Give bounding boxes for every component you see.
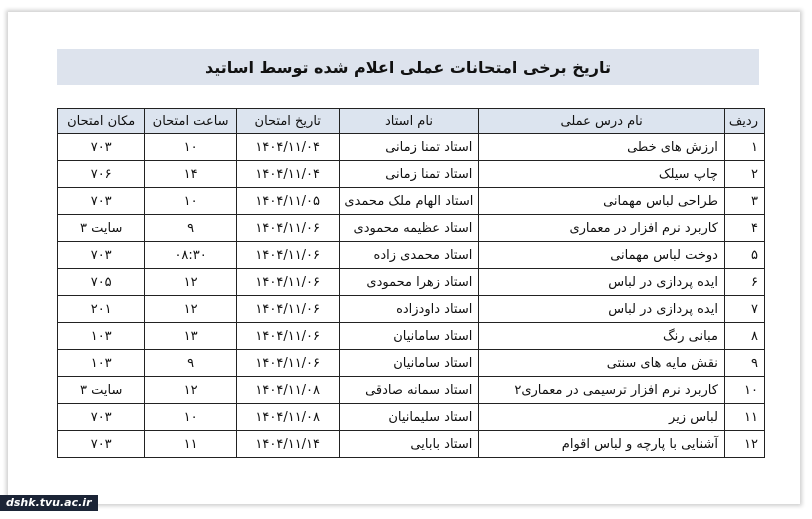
cell-teacher: استاد داودزاده (339, 296, 479, 323)
cell-date: ۱۴۰۴/۱۱/۰۸ (236, 404, 339, 431)
cell-time: ۱۲ (145, 269, 236, 296)
cell-row-number: ۴ (724, 215, 764, 242)
cell-date: ۱۴۰۴/۱۱/۰۶ (236, 296, 339, 323)
header-date: تاریخ امتحان (236, 109, 339, 134)
cell-teacher: استاد بابایی (339, 431, 479, 458)
cell-place: سایت ۳ (58, 215, 145, 242)
cell-date: ۱۴۰۴/۱۱/۰۶ (236, 350, 339, 377)
cell-place: ۱۰۳ (58, 350, 145, 377)
cell-row-number: ۶ (724, 269, 764, 296)
table-row (58, 215, 765, 242)
cell-time: ۱۲ (145, 296, 236, 323)
cell-row-number: ۸ (724, 323, 764, 350)
site-url: dshk.tvu.ac.ir (0, 495, 98, 511)
cell-teacher: استاد سمانه صادقی (339, 377, 479, 404)
cell-date: ۱۴۰۴/۱۱/۰۴ (236, 161, 339, 188)
cell-date: ۱۴۰۴/۱۱/۰۶ (236, 215, 339, 242)
table-row (58, 242, 765, 269)
cell-place: ۷۰۳ (58, 188, 145, 215)
cell-teacher: استاد سامانیان (339, 323, 479, 350)
cell-teacher: استاد تمنا زمانی (339, 161, 479, 188)
cell-row-number: ۷ (724, 296, 764, 323)
cell-time: ۹ (145, 350, 236, 377)
cell-teacher: استاد سلیمانیان (339, 404, 479, 431)
cell-time: ۱۰ (145, 134, 236, 161)
cell-place: ۷۰۳ (58, 134, 145, 161)
cell-course: ایده پردازی در لباس (479, 296, 725, 323)
table-row (58, 323, 765, 350)
header-teacher: نام استاد (339, 109, 479, 134)
page-title: تاریخ برخی امتحانات عملی اعلام شده توسط اساتید (205, 57, 611, 77)
cell-date: ۱۴۰۴/۱۱/۰۵ (236, 188, 339, 215)
cell-time: ۹ (145, 215, 236, 242)
cell-time: ۰۸:۳۰ (145, 242, 236, 269)
header-row-number: ردیف (724, 109, 764, 134)
cell-row-number: ۱۲ (724, 431, 764, 458)
table-row (58, 161, 765, 188)
cell-place: ۲۰۱ (58, 296, 145, 323)
cell-row-number: ۱ (724, 134, 764, 161)
cell-place: ۷۰۳ (58, 404, 145, 431)
cell-course: ارزش های خطی (479, 134, 725, 161)
cell-date: ۱۴۰۴/۱۱/۰۸ (236, 377, 339, 404)
cell-time: ۱۴ (145, 161, 236, 188)
table-row (58, 377, 765, 404)
table-row (58, 296, 765, 323)
cell-teacher: استاد محمدی زاده (339, 242, 479, 269)
cell-place: ۷۰۶ (58, 161, 145, 188)
cell-date: ۱۴۰۴/۱۱/۰۶ (236, 242, 339, 269)
header-time: ساعت امتحان (145, 109, 236, 134)
cell-date: ۱۴۰۴/۱۱/۰۶ (236, 323, 339, 350)
exam-table (57, 108, 765, 458)
cell-time: ۱۲ (145, 377, 236, 404)
cell-course: کاربرد نرم افزار ترسیمی در معماری۲ (479, 377, 725, 404)
table-row (58, 269, 765, 296)
title-bar (57, 49, 759, 85)
cell-place: ۷۰۵ (58, 269, 145, 296)
cell-place: ۱۰۳ (58, 323, 145, 350)
cell-course: کاربرد نرم افزار در معماری (479, 215, 725, 242)
cell-row-number: ۵ (724, 242, 764, 269)
cell-course: آشنایی با پارچه و لباس اقوام (479, 431, 725, 458)
cell-row-number: ۱۰ (724, 377, 764, 404)
cell-row-number: ۳ (724, 188, 764, 215)
cell-date: ۱۴۰۴/۱۱/۱۴ (236, 431, 339, 458)
cell-course: طراحی لباس مهمانی (479, 188, 725, 215)
cell-course: لباس زیر (479, 404, 725, 431)
cell-course: نقش مایه های سنتی (479, 350, 725, 377)
table-row (58, 431, 765, 458)
cell-course: مبانی رنگ (479, 323, 725, 350)
table-header-row (58, 109, 765, 134)
cell-time: ۱۱ (145, 431, 236, 458)
cell-date: ۱۴۰۴/۱۱/۰۴ (236, 134, 339, 161)
cell-course: دوخت لباس مهمانی (479, 242, 725, 269)
table-row (58, 134, 765, 161)
table-row (58, 188, 765, 215)
cell-teacher: استاد سامانیان (339, 350, 479, 377)
cell-time: ۱۳ (145, 323, 236, 350)
cell-row-number: ۲ (724, 161, 764, 188)
cell-teacher: استاد عظیمه محمودی (339, 215, 479, 242)
cell-course: چاپ سیلک (479, 161, 725, 188)
cell-time: ۱۰ (145, 188, 236, 215)
cell-course: ایده پردازی در لباس (479, 269, 725, 296)
header-place: مکان امتحان (58, 109, 145, 134)
table-row (58, 404, 765, 431)
cell-row-number: ۹ (724, 350, 764, 377)
cell-row-number: ۱۱ (724, 404, 764, 431)
cell-date: ۱۴۰۴/۱۱/۰۶ (236, 269, 339, 296)
cell-time: ۱۰ (145, 404, 236, 431)
header-course: نام درس عملی (479, 109, 725, 134)
cell-place: ۷۰۳ (58, 431, 145, 458)
cell-place: ۷۰۳ (58, 242, 145, 269)
table-row (58, 350, 765, 377)
cell-teacher: استاد زهرا محمودی (339, 269, 479, 296)
cell-teacher: استاد تمنا زمانی (339, 134, 479, 161)
cell-place: سایت ۳ (58, 377, 145, 404)
cell-teacher: استاد الهام ملک محمدی (339, 188, 479, 215)
